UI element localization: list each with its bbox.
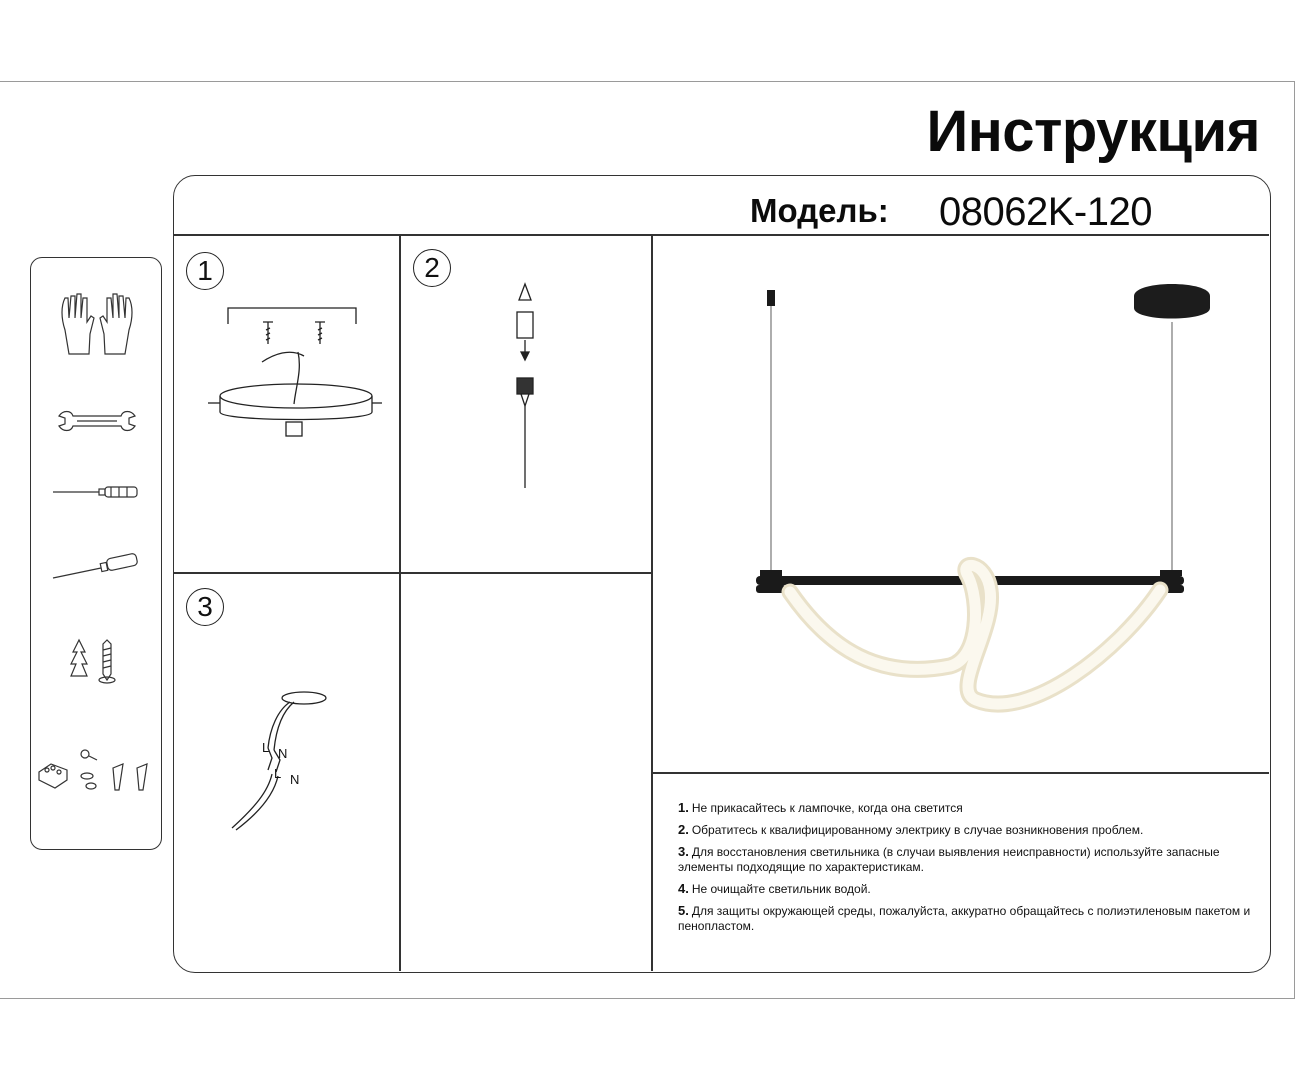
step-number-3: 3 bbox=[186, 588, 224, 626]
page-title: Инструкция bbox=[926, 99, 1260, 164]
wire-label-l: L bbox=[274, 766, 282, 781]
frame-divider bbox=[651, 234, 653, 971]
frame-divider bbox=[174, 572, 651, 574]
wire-label-l: L bbox=[262, 740, 270, 755]
phillips-screwdriver-icon bbox=[51, 554, 141, 584]
step-number-2: 2 bbox=[413, 249, 451, 287]
model-label: Модель: bbox=[750, 192, 889, 229]
cable-grip-diagram bbox=[505, 282, 545, 492]
frame-divider bbox=[174, 234, 1269, 236]
frame-divider bbox=[651, 772, 1269, 774]
pendant-lamp-illustration bbox=[740, 270, 1220, 730]
tools-panel bbox=[30, 257, 162, 850]
wrench-icon bbox=[57, 408, 137, 434]
flat-screwdriver-icon bbox=[51, 484, 141, 500]
canopy-mounting-diagram bbox=[200, 300, 390, 450]
note-item: 2. Обратитесь к квалифицированному электрику в случае возникновения проблем. bbox=[678, 822, 1144, 837]
note-item: 4. Не очищайте светильник водой. bbox=[678, 881, 871, 896]
gloves-icon bbox=[57, 290, 137, 358]
step-number-1: 1 bbox=[186, 252, 224, 290]
wire-label-n: N bbox=[278, 746, 288, 761]
wiring-connection-diagram bbox=[228, 688, 338, 834]
note-item: 1. Не прикасайтесь к лампочке, когда она светится bbox=[678, 800, 963, 815]
anchor-and-screw-icon bbox=[69, 638, 123, 686]
terminal-block-and-parts-icon bbox=[37, 746, 155, 798]
safety-notes bbox=[678, 800, 1253, 940]
note-item: 3. Для восстановления светильника (в случаи выявления неисправности) используйте запасные элементы подходящие по характеристикам. bbox=[678, 844, 1220, 874]
wire-label-n: N bbox=[290, 772, 300, 787]
frame-divider bbox=[399, 234, 401, 971]
note-item: 5. Для защиты окружающей среды, пожалуйста, аккуратно обращайтесь с полиэтиленовым пакетом и пенопластом. bbox=[678, 903, 1251, 933]
model-number: 08062K-120 bbox=[939, 190, 1152, 234]
